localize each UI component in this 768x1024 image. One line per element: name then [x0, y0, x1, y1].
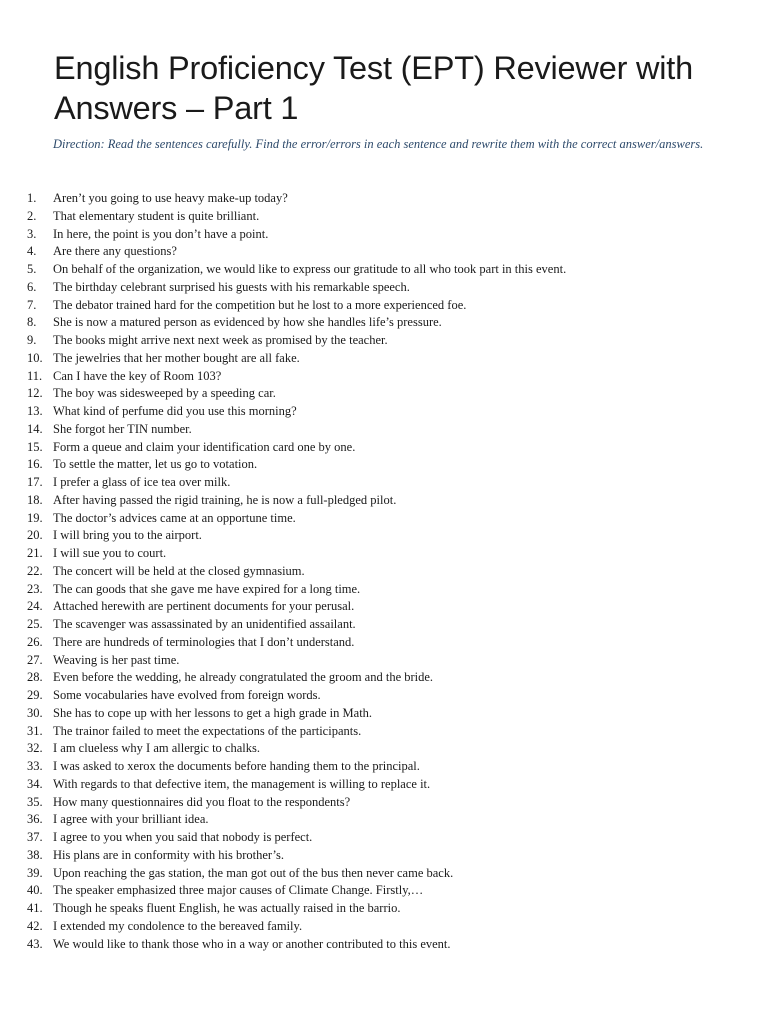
item-number: 35. [27, 794, 43, 809]
item-number: 26. [27, 634, 43, 649]
page-title: English Proficiency Test (EPT) Reviewer with Answers – Part 1 [54, 50, 694, 126]
list-item [0, 900, 768, 918]
list-item [0, 439, 768, 457]
item-text: The birthday celebrant surprised his guests with his remarkable speech. [53, 279, 410, 294]
item-number: 9. [27, 333, 37, 347]
list-item [0, 758, 768, 776]
item-number: 21. [27, 546, 43, 560]
item-text: That elementary student is quite brilliant. [53, 208, 260, 223]
item-text: There are hundreds of terminologies that I don’t understand. [53, 634, 355, 649]
item-text: I will bring you to the airport. [53, 528, 202, 543]
list-item [0, 403, 768, 421]
item-text: After having passed the rigid training, he is now a full-pledged pilot. [53, 492, 397, 507]
item-text: In here, the point is you don’t have a point. [53, 226, 269, 241]
item-number: 2. [27, 208, 37, 223]
list-item [0, 261, 768, 279]
item-number: 32. [27, 741, 43, 756]
item-number: 8. [27, 315, 37, 330]
item-number: 4. [27, 244, 37, 259]
list-item [0, 279, 768, 297]
item-number: 31. [27, 723, 43, 738]
item-text: The books might arrive next next week as promised by the teacher. [53, 333, 388, 347]
item-number: 25. [27, 617, 43, 631]
item-text: I am clueless why I am allergic to chalks. [53, 741, 260, 756]
item-text: On behalf of the organization, we would like to express our gratitude to all who took part in this event. [53, 262, 567, 276]
item-number: 28. [27, 670, 43, 685]
item-text: What kind of perfume did you use this morning? [53, 404, 297, 418]
item-number: 20. [27, 528, 43, 543]
item-text: Aren’t you going to use heavy make-up today? [53, 191, 288, 205]
item-text: Can I have the key of Room 103? [53, 368, 222, 383]
list-item [0, 456, 768, 474]
item-text: Even before the wedding, he already congratulated the groom and the bride. [53, 670, 434, 685]
item-number: 19. [27, 510, 43, 525]
item-number: 15. [27, 439, 43, 454]
item-number: 24. [27, 599, 43, 614]
list-item [0, 687, 768, 705]
item-number: 17. [27, 475, 43, 489]
item-number: 41. [27, 901, 43, 915]
list-item [0, 776, 768, 794]
item-number: 30. [27, 705, 43, 720]
item-number: 3. [27, 226, 37, 241]
list-item [0, 811, 768, 829]
list-item [0, 563, 768, 581]
list-item [0, 314, 768, 332]
item-number: 34. [27, 776, 43, 791]
list-item [0, 190, 768, 208]
item-number: 29. [27, 688, 43, 702]
item-text: I agree to you when you said that nobody is perfect. [53, 830, 313, 844]
list-item [0, 332, 768, 350]
item-text: The concert will be held at the closed gymnasium. [53, 563, 305, 578]
item-number: 33. [27, 759, 43, 773]
item-text: Though he speaks fluent English, he was actually raised in the barrio. [53, 901, 401, 915]
list-item [0, 918, 768, 936]
item-number: 5. [27, 262, 37, 276]
item-number: 37. [27, 830, 43, 844]
list-item [0, 616, 768, 634]
list-item [0, 527, 768, 545]
item-number: 13. [27, 404, 43, 418]
list-item [0, 243, 768, 261]
item-number: 22. [27, 563, 43, 578]
list-item [0, 208, 768, 226]
item-text: The doctor’s advices came at an opportune time. [53, 510, 296, 525]
item-text: To settle the matter, let us go to votation. [53, 457, 258, 472]
item-number: 18. [27, 492, 43, 507]
item-number: 43. [27, 936, 43, 951]
item-text: I agree with your brilliant idea. [53, 812, 209, 827]
question-list [0, 190, 768, 953]
item-text: Attached herewith are pertinent documents for your perusal. [53, 599, 355, 614]
item-number: 6. [27, 279, 37, 294]
item-number: 11. [27, 368, 43, 383]
item-number: 10. [27, 350, 43, 365]
item-number: 42. [27, 918, 43, 933]
item-text: She is now a matured person as evidenced by how she handles life’s pressure. [53, 315, 442, 330]
list-item [0, 598, 768, 616]
item-text: Are there any questions? [53, 244, 177, 259]
item-text: I prefer a glass of ice tea over milk. [53, 475, 231, 489]
item-number: 7. [27, 297, 37, 312]
list-item [0, 882, 768, 900]
list-item [0, 847, 768, 865]
item-text: She forgot her TIN number. [53, 421, 192, 436]
list-item [0, 226, 768, 244]
item-number: 27. [27, 652, 43, 667]
direction-text: Direction: Read the sentences carefully. Find the error/errors in each sentence and rewrite them with the correct answer/answers. [53, 137, 704, 151]
item-number: 36. [27, 812, 43, 827]
item-text: The trainor failed to meet the expectations of the participants. [53, 723, 362, 738]
item-text: Weaving is her past time. [53, 652, 180, 667]
item-text: Upon reaching the gas station, the man got out of the bus then never came back. [53, 865, 454, 880]
item-text: The scavenger was assassinated by an unidentified assailant. [53, 617, 356, 631]
item-text: Some vocabularies have evolved from foreign words. [53, 688, 321, 702]
list-item [0, 350, 768, 368]
item-number: 1. [27, 191, 37, 205]
list-item [0, 829, 768, 847]
list-item [0, 705, 768, 723]
list-item [0, 794, 768, 812]
item-number: 23. [27, 581, 43, 596]
item-text: The boy was sidesweeped by a speeding car. [53, 386, 276, 401]
list-item [0, 634, 768, 652]
item-text: His plans are in conformity with his brother’s. [53, 847, 284, 862]
item-text: She has to cope up with her lessons to get a high grade in Math. [53, 705, 373, 720]
item-text: I was asked to xerox the documents before handing them to the principal. [53, 759, 420, 773]
item-text: The speaker emphasized three major causes of Climate Change. Firstly,… [53, 883, 424, 898]
list-item [0, 581, 768, 599]
list-item [0, 421, 768, 439]
list-item [0, 545, 768, 563]
list-item [0, 669, 768, 687]
item-text: The jewelries that her mother bought are all fake. [53, 350, 300, 365]
item-number: 38. [27, 847, 43, 862]
list-item [0, 510, 768, 528]
item-number: 16. [27, 457, 43, 472]
list-item [0, 492, 768, 510]
item-text: I will sue you to court. [53, 546, 167, 560]
list-item [0, 385, 768, 403]
item-text: How many questionnaires did you float to the respondents? [53, 794, 351, 809]
item-text: We would like to thank those who in a way or another contributed to this event. [53, 936, 451, 951]
item-text: With regards to that defective item, the management is willing to replace it. [53, 776, 431, 791]
item-number: 40. [27, 883, 43, 898]
item-number: 39. [27, 865, 43, 880]
list-item [0, 936, 768, 954]
list-item [0, 474, 768, 492]
list-item [0, 652, 768, 670]
item-text: Form a queue and claim your identification card one by one. [53, 439, 356, 454]
list-item [0, 368, 768, 386]
item-number: 12. [27, 386, 43, 401]
item-text: The can goods that she gave me have expired for a long time. [53, 581, 361, 596]
list-item [0, 865, 768, 883]
item-text: The debator trained hard for the competition but he lost to a more experienced foe. [53, 297, 467, 312]
item-text: I extended my condolence to the bereaved family. [53, 918, 303, 933]
list-item [0, 740, 768, 758]
list-item [0, 297, 768, 315]
list-item [0, 723, 768, 741]
item-number: 14. [27, 421, 43, 436]
